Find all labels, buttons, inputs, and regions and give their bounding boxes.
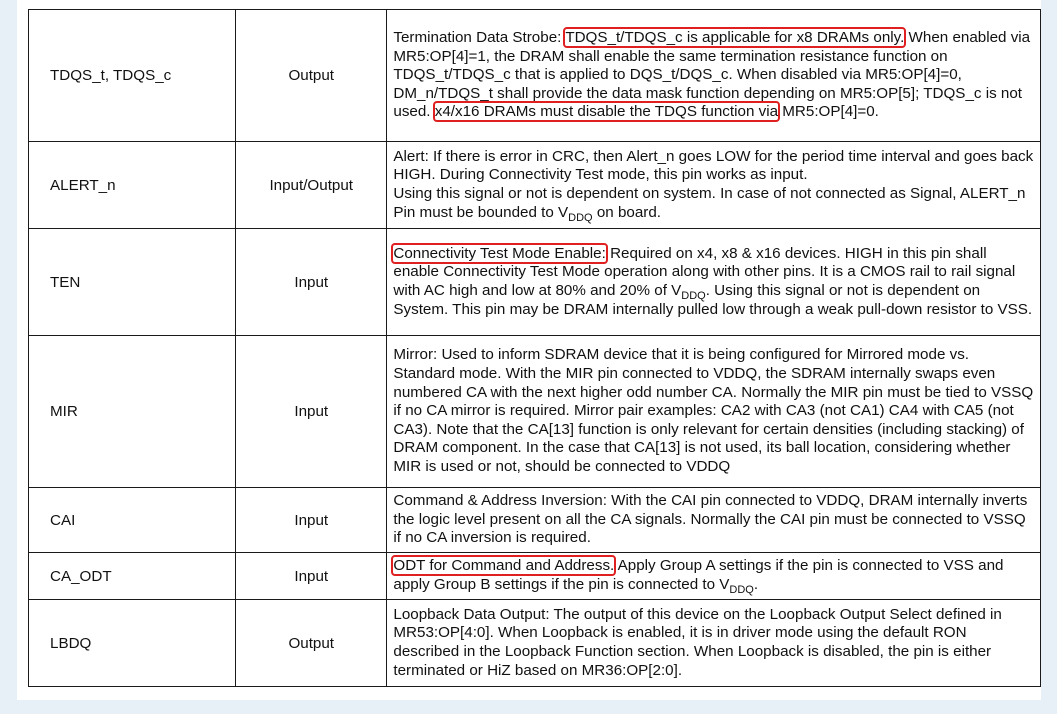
pin-description-cell	[387, 600, 1041, 687]
pin-type-cell: Output	[236, 600, 387, 687]
table-row	[29, 229, 1041, 336]
pin-type-cell: Input/Output	[236, 142, 387, 229]
description-text: MR5:OP[4]=0.	[778, 103, 879, 121]
description-text: Apply Group A settings if the pin is connected to VSS and apply Group B settings if the pin is connected to V	[393, 557, 1004, 593]
table-row	[29, 336, 1041, 488]
description-text: Using this signal or not is dependent on system. In case of not connected as Signal, ALERT_n Pin must be bounded to V	[393, 185, 1026, 221]
document-page	[17, 0, 1041, 700]
description-text: Command & Address Inversion: With the CAI pin connected to VDDQ, DRAM internally inverts the logic level present on all the CA signals. Normally the CAI pin must be connected to VSSQ if no CA inversion is required.	[393, 492, 1028, 547]
highlighted-phrase: ODT for Command and Address.	[393, 557, 615, 575]
description-text: Mirror: Used to inform SDRAM device that it is being configured for Mirrored mode vs. Standard mode. With the MIR pin connected to VDDQ, the SDRAM internally swaps even numbered CA with the next higher odd number CA. Normally the MIR pin must be tied to VSSQ if no CA mirror is required. Mirror pair examples: CA2 with CA3 (not CA1) CA4 with CA5 (not CA3). Note that the CA[13] function is only relevant for certain densities (including stacking) of DRAM component. In the case that CA[13] is not used, its ball location, considering whether MIR is used or not, should be connected to VDDQ	[393, 346, 1034, 475]
pin-name-cell: TDQS_t, TDQS_c	[29, 10, 236, 142]
pin-name-cell: TEN	[29, 229, 236, 336]
pin-type-cell: Input	[236, 229, 387, 336]
description-text: Alert: If there is error in CRC, then Alert_n goes LOW for the period time interval and goes back HIGH. During Connectivity Test mode, this pin works as input.	[393, 147, 1034, 184]
pin-description-cell	[387, 488, 1041, 553]
pin-name-cell: CA_ODT	[29, 553, 236, 600]
pin-type-cell: Input	[236, 336, 387, 488]
subscript-text: DDQ	[681, 290, 706, 302]
table-row	[29, 142, 1041, 229]
table-row	[29, 600, 1041, 687]
pin-description-cell	[387, 336, 1041, 488]
table-row	[29, 10, 1041, 142]
description-text: on board.	[592, 203, 662, 221]
pin-description-cell	[387, 229, 1041, 336]
pin-description-cell	[387, 10, 1041, 142]
highlighted-phrase: TDQS_t/TDQS_c is applicable for x8 DRAMs only.	[565, 29, 905, 47]
pin-type-cell: Input	[236, 488, 387, 553]
highlighted-phrase: x4/x16 DRAMs must disable the TDQS function via	[434, 103, 779, 121]
description-text: Loopback Data Output: The output of this device on the Loopback Output Select defined in MR53:OP[4:0]. When Loopback is enabled, it is in driver mode using the default RON described in the Loopback Function section. When Loopback is disabled, the pin is either terminated or HiZ based on MR36:OP[2:0].	[393, 605, 1002, 679]
subscript-text: DDQ	[729, 584, 754, 596]
pin-description-cell	[387, 553, 1041, 600]
table-row	[29, 553, 1041, 600]
highlighted-phrase: Connectivity Test Mode Enable:	[393, 244, 606, 262]
table-row	[29, 488, 1041, 553]
pin-description-cell	[387, 142, 1041, 229]
pin-name-cell: ALERT_n	[29, 142, 236, 229]
subscript-text: DDQ	[568, 211, 593, 224]
description-text: Termination Data Strobe:	[393, 29, 566, 47]
pin-description-table	[28, 9, 1041, 687]
pin-type-cell: Input	[236, 553, 387, 600]
pin-name-cell: CAI	[29, 488, 236, 553]
pin-name-cell: LBDQ	[29, 600, 236, 687]
pin-name-cell: MIR	[29, 336, 236, 488]
table-body	[29, 10, 1041, 687]
description-text: When enabled via MR5:OP[4]=1, the DRAM shall enable the same termination resistance function on TDQS_t/TDQS_c that is applied to DQS_t/DQS_c. When disabled via MR5:OP[4]=0, DM_n/TDQS_t shall provide the data mask function depending on MR5:OP[5]; TDQS_c is not used.	[393, 29, 1031, 121]
description-text: Required on x4, x8 & x16 devices. HIGH in this pin shall enable Connectivity Test Mode operation along with other pins. It is a CMOS rail to rail signal with AC high and low at 80% and 20% of V	[393, 244, 1016, 299]
description-text: . Using this signal or not is dependent on System. This pin may be DRAM internally pulled low through a weak pull-down resistor to VSS.	[393, 282, 1033, 318]
pin-type-cell: Output	[236, 10, 387, 142]
description-text: .	[753, 576, 759, 593]
